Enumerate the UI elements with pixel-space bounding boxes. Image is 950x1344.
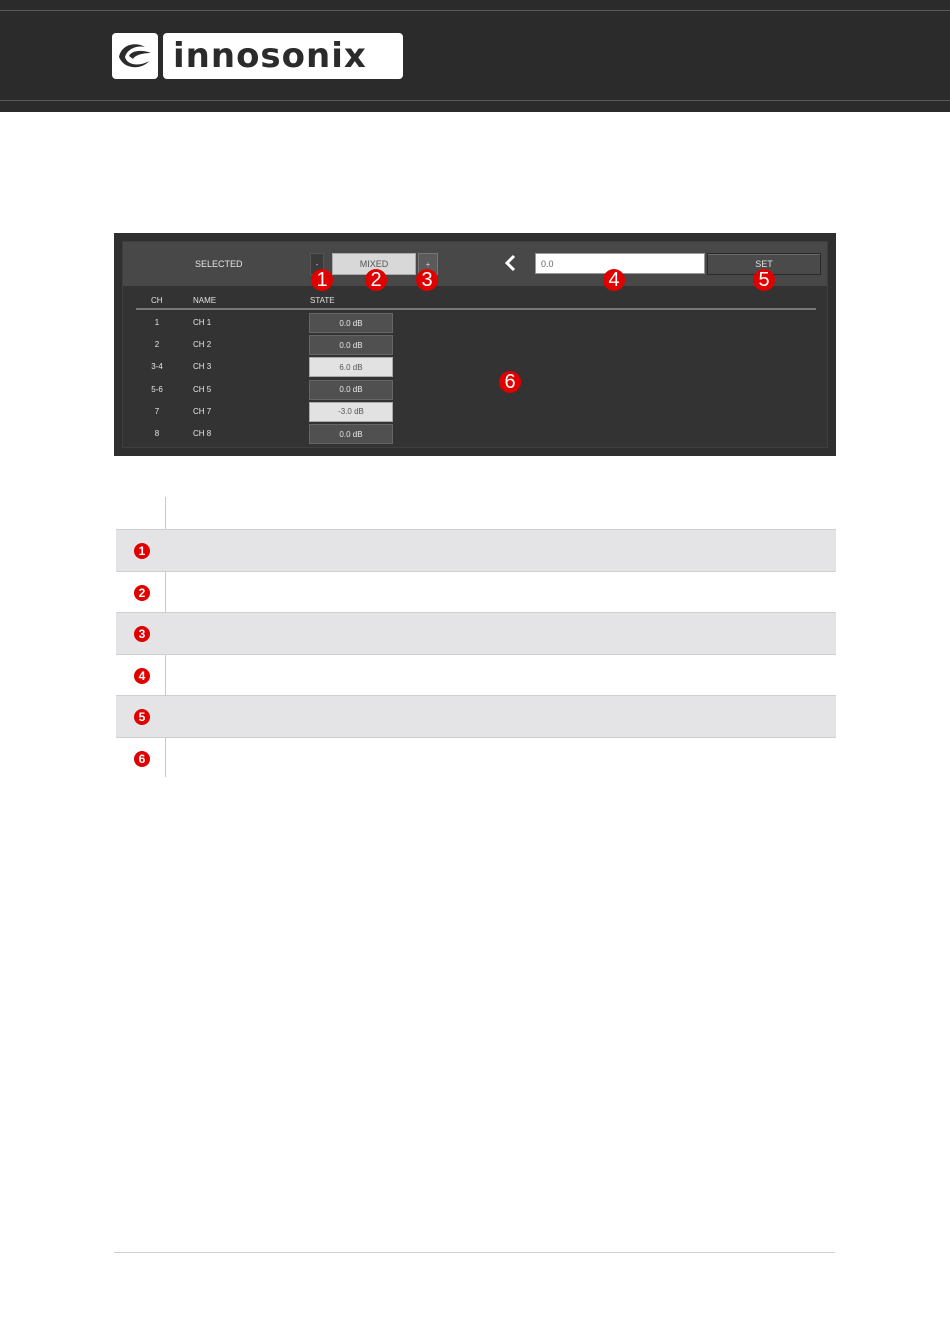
channel-number: 5-6	[151, 384, 163, 394]
state-button[interactable]: 0.0 dB	[309, 424, 393, 444]
table-row	[123, 356, 827, 378]
legend-row	[116, 654, 836, 696]
channel-name: CH 8	[193, 429, 212, 438]
table-row	[123, 401, 827, 423]
column-header-name: NAME	[193, 296, 217, 305]
header-top-rule	[0, 10, 950, 11]
channel-number: 7	[154, 406, 160, 416]
table-row	[123, 379, 827, 401]
legend-row	[116, 529, 836, 571]
channel-name: CH 5	[193, 384, 212, 394]
legend-number-3: 3	[134, 626, 150, 642]
legend-number-5: 5	[134, 709, 150, 725]
state-button[interactable]: 0.0 dB	[309, 380, 393, 400]
increase-button[interactable]: +	[418, 253, 438, 275]
state-button[interactable]: 6.0 dB	[309, 357, 393, 377]
channel-number: 3-4	[151, 362, 163, 372]
legend-number-2: 2	[134, 585, 150, 601]
state-button[interactable]: 0.0 dB	[309, 335, 393, 355]
channel-name: CH 1	[193, 318, 212, 327]
legend-row	[116, 612, 836, 654]
mode-button[interactable]: MIXED	[332, 253, 416, 275]
channel-number: 2	[154, 340, 160, 350]
callout-marker-2: 2	[365, 269, 387, 291]
legend-row	[116, 695, 836, 737]
legend-number-1: 1	[134, 543, 150, 559]
channel-number: 8	[154, 429, 160, 438]
brand-logo	[112, 33, 403, 79]
header-divider	[136, 308, 816, 310]
table-row	[123, 312, 827, 334]
legend-row	[116, 571, 836, 613]
legend-header-row	[116, 497, 836, 529]
state-button[interactable]: 0.0 dB	[309, 313, 393, 333]
set-button[interactable]: SET	[707, 253, 821, 275]
footer-rule	[114, 1252, 835, 1253]
column-header-ch: CH	[151, 296, 163, 305]
ui-screenshot	[114, 233, 836, 456]
legend-table	[116, 497, 836, 778]
legend-row	[116, 737, 836, 779]
ui-frame	[122, 241, 828, 448]
state-button[interactable]: -3.0 dB	[309, 402, 393, 422]
decrease-button[interactable]: -	[310, 253, 324, 275]
channel-name: CH 2	[193, 340, 212, 350]
logo-wordmark	[163, 33, 403, 79]
column-header-state: STATE	[310, 296, 335, 305]
callout-marker-1: 1	[311, 269, 333, 291]
header-bottom-rule	[0, 100, 950, 101]
logo-swirl-icon	[112, 33, 158, 79]
brand-name: innosonix	[173, 36, 367, 76]
channel-name: CH 3	[193, 362, 212, 372]
page-header	[0, 0, 950, 112]
back-arrow-icon[interactable]	[503, 254, 519, 272]
channel-number: 1	[154, 318, 160, 327]
legend-number-6: 6	[134, 751, 150, 767]
table-row	[123, 334, 827, 356]
callout-marker-4: 4	[603, 269, 625, 291]
legend-number-4: 4	[134, 668, 150, 684]
selected-label: SELECTED	[195, 259, 243, 269]
table-row	[123, 423, 827, 445]
toolbar	[123, 242, 827, 286]
callout-marker-3: 3	[416, 269, 438, 291]
channel-name: CH 7	[193, 406, 212, 416]
callout-marker-5: 5	[753, 269, 775, 291]
callout-marker-6: 6	[499, 371, 521, 393]
